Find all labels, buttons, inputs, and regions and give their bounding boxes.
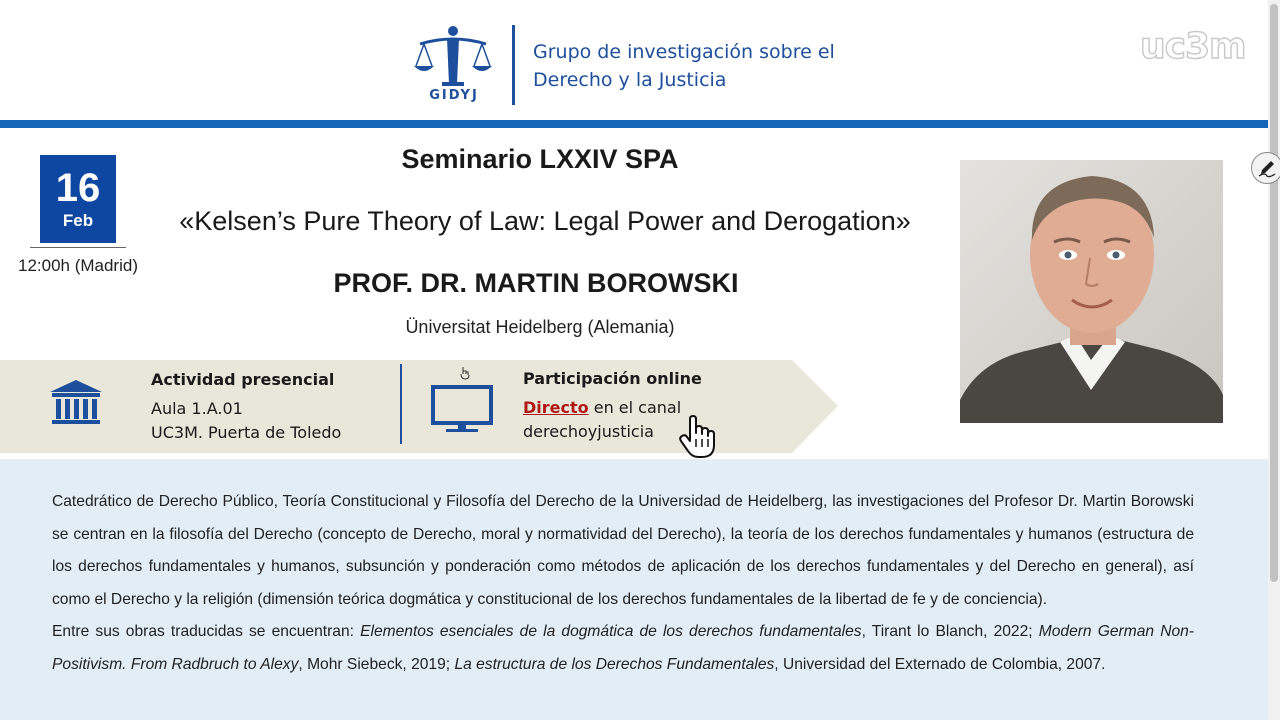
group-title bbox=[533, 38, 835, 94]
scrollbar-thumb[interactable] bbox=[1270, 4, 1278, 582]
works-paragraph bbox=[52, 616, 1194, 681]
work-title: Elementos esenciales de la dogmática de los derechos fundamentales bbox=[360, 623, 862, 640]
group-title-line2: Derecho y la Justicia bbox=[533, 69, 727, 91]
logo-divider bbox=[512, 25, 515, 105]
online-title: Participación online bbox=[523, 369, 702, 388]
presencial-location: UC3M. Puerta de Toledo bbox=[151, 423, 342, 442]
work-title: Modern German Non-Positivism. From Radbruch to Alexy bbox=[52, 623, 1194, 673]
date-divider bbox=[30, 247, 126, 248]
work-publisher: , Tirant lo Blanch, 2022; bbox=[861, 623, 1039, 640]
pencil-icon bbox=[1257, 158, 1277, 178]
monitor-icon bbox=[430, 384, 494, 434]
talk-title: «Kelsen’s Pure Theory of Law: Legal Power and Derogation» bbox=[179, 206, 911, 236]
edit-button[interactable] bbox=[1251, 152, 1280, 184]
header-divider-bar bbox=[0, 120, 1268, 128]
work-publisher: , Mohr Siebeck, 2019; bbox=[298, 655, 455, 673]
bio-paragraph: Catedrático de Derecho Público, Teoría Constitucional y Filosofía del Derecho de la Universidad de Heidelberg, las investigaciones del Profesor Dr. Martin Borowski se centran en la filosofía del Derecho (concepto de Derecho, moral y normatividad del Derecho), la teoría de los derechos fundamentales y humanos (estructura de los derechos fundamentales y humanos, subsunción y ponderación como métodos de aplicación de los derechos fundamentales y del Derecho en general), así como el Derecho y la religión (dimensión teórica dogmática y constitucional de los derechos fundamentales de la libertad de fe y de conciencia). bbox=[52, 493, 1194, 608]
speaker-portrait-image bbox=[960, 160, 1223, 423]
hand-cursor-icon bbox=[678, 415, 718, 459]
small-cursor-icon bbox=[458, 366, 472, 380]
seminar-title: Seminario LXXIV SPA bbox=[401, 144, 679, 174]
speaker-photo bbox=[960, 160, 1223, 423]
page-header bbox=[0, 0, 1268, 120]
online-line1-text: en el canal bbox=[588, 398, 682, 417]
banner-separator bbox=[400, 364, 402, 444]
vertical-scrollbar[interactable] bbox=[1268, 0, 1280, 720]
works-intro: Entre sus obras traducidas se encuentran: bbox=[52, 623, 361, 640]
online-channel: derechoyjusticia bbox=[523, 422, 654, 441]
directo-link[interactable]: Directo bbox=[523, 398, 589, 417]
work-publisher: , Universidad del Externado de Colombia, 2007. bbox=[774, 655, 1106, 673]
presencial-title: Actividad presencial bbox=[151, 370, 335, 389]
date-day: 16 bbox=[55, 166, 101, 210]
event-time: 12:00h (Madrid) bbox=[17, 256, 138, 275]
speaker-name: PROF. DR. MARTIN BOROWSKI bbox=[333, 268, 739, 298]
presencial-room: Aula 1.A.01 bbox=[151, 399, 243, 418]
group-title-line1: Grupo de investigación sobre el bbox=[533, 41, 835, 63]
logo-acronym: GIDYJ bbox=[429, 88, 479, 103]
bio-text bbox=[52, 486, 1194, 681]
work-title: La estructura de los Derechos Fundamentales bbox=[454, 655, 775, 673]
building-icon bbox=[50, 380, 102, 428]
speaker-affiliation: Üniversitat Heidelberg (Alemania) bbox=[405, 317, 675, 337]
online-line1 bbox=[523, 398, 681, 417]
uc3m-logo: uc3m bbox=[1140, 26, 1246, 67]
date-month: Feb bbox=[62, 211, 94, 230]
